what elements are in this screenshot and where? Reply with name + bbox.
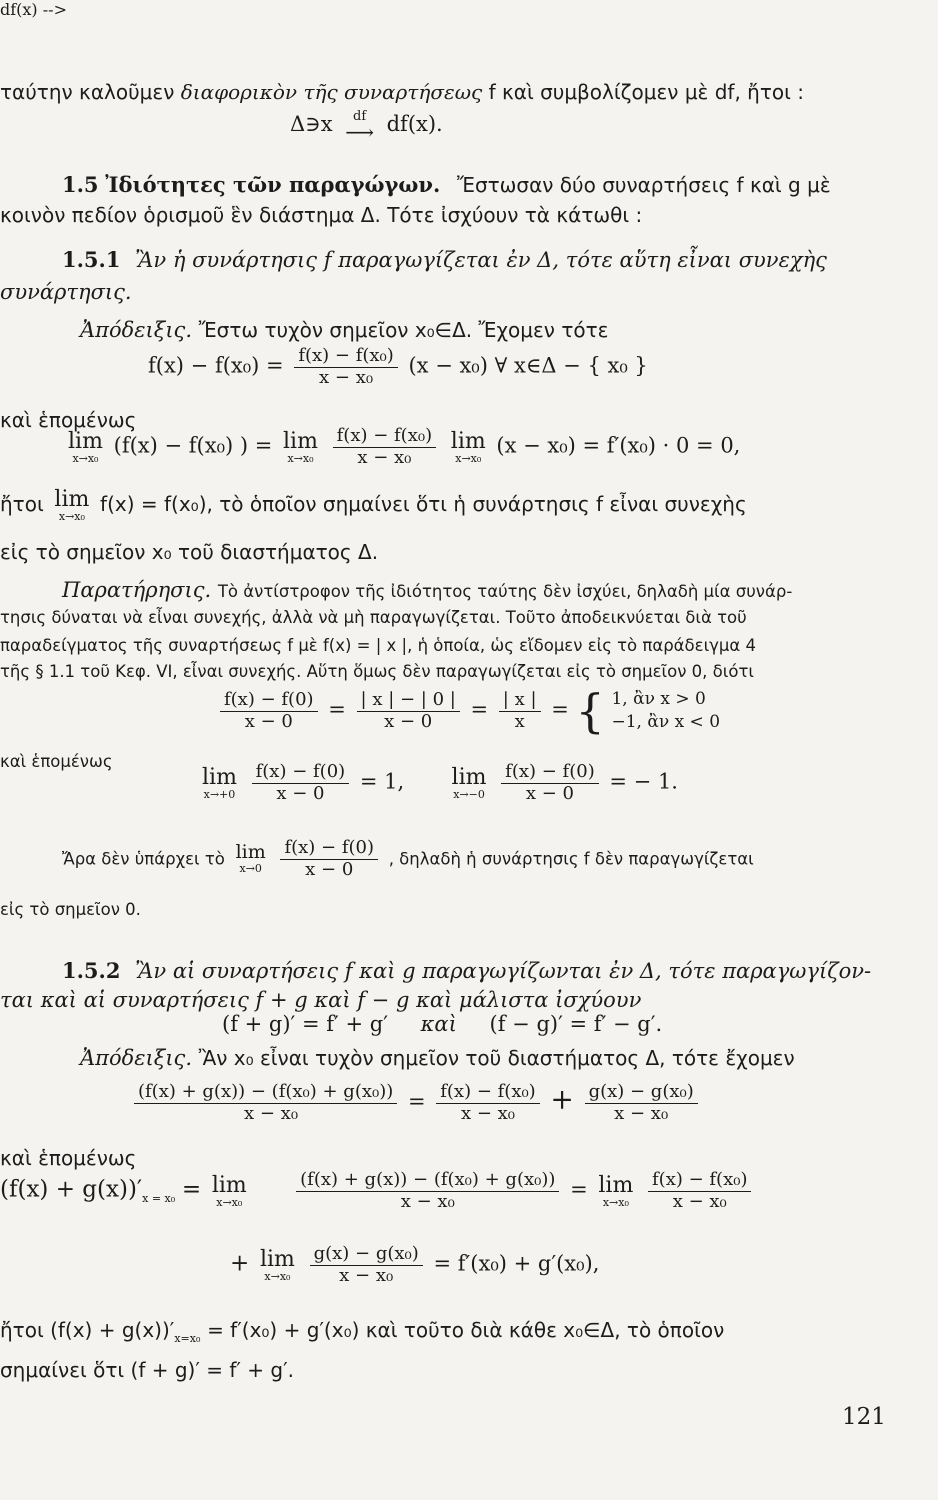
fraction: [499, 690, 541, 732]
text-line: καὶ ἑπομένως: [0, 752, 113, 771]
equation-7: [230, 1244, 599, 1286]
arrow-icon: ⟶: [345, 120, 374, 144]
text-line: καὶ ἑπομένως: [0, 1146, 137, 1170]
denominator: x − x₀: [460, 1102, 515, 1124]
denominator: x − x₀: [672, 1190, 727, 1212]
text: Ἂν x₀ εἶναι τυχὸν σημεῖον τοῦ διαστήματος Δ, τότε ἔχομεν: [198, 1046, 795, 1070]
denominator: x − 0: [305, 858, 354, 880]
denominator: x − 0: [276, 782, 325, 804]
fraction: [585, 1082, 698, 1124]
lim-word: lim: [68, 428, 103, 454]
case-negative: −1, ἂν x < 0: [611, 712, 721, 732]
fraction: [436, 1082, 539, 1124]
text-line: [0, 1318, 724, 1345]
proposition-number: 1.5.2: [62, 958, 121, 983]
lim-word: lim: [450, 428, 486, 454]
text: f καὶ συμβολίζομεν μὲ df, ἤτοι :: [488, 80, 804, 104]
denominator: x − x₀: [244, 1102, 299, 1124]
text-line: εἰς τὸ σημεῖον x₀ τοῦ διαστήματος Δ.: [0, 540, 379, 564]
limit: [54, 488, 89, 523]
equation-5: $\frac{\text{(f(x) + g(x)) − (f(x₀) + g(x₀))}}{\text{x − x₀}}$ = $\frac{\text{f(x) − f(x₀)}}{\text{x − x₀}}$ + $\frac{\text{g(x) − g(x₀)}}{\text{x − x₀}}$: [130, 1082, 702, 1124]
section-number: 1.5: [62, 172, 99, 197]
equation-2: [64, 426, 740, 468]
denominator: x − x₀: [357, 446, 412, 468]
limit: [283, 430, 318, 465]
text-line: εἰς τὸ σημεῖον 0.: [0, 900, 141, 919]
fraction: [280, 838, 378, 880]
section-heading-1-5: [62, 172, 831, 198]
proposition-number: 1.5.1: [62, 247, 121, 272]
fraction: [134, 1082, 397, 1124]
text: Τὸ ἀντίστροφον τῆς ἰδιότητος ταύτης δὲν ἰσχύει, δηλαδὴ μία συνάρ-: [217, 582, 793, 601]
subscript: x = x₀: [142, 1191, 176, 1205]
text: ταύτην καλοῦμεν: [0, 80, 175, 104]
limit-subscript: x→x₀: [264, 1269, 291, 1283]
limit: [202, 766, 237, 801]
proof-line: [80, 1046, 795, 1071]
numerator: f(x) − f(x₀): [333, 426, 436, 448]
text-line: κοινὸν πεδίον ὁρισμοῦ ἓν διάστημα Δ. Τότε ἰσχύουν τὰ κάτωθι :: [0, 203, 643, 227]
formula-text: = 1,: [359, 769, 405, 794]
formula-text: f(x) − f(x₀) =: [148, 353, 284, 378]
numerator: f(x) − f(x₀): [294, 346, 397, 368]
limit: [212, 1174, 247, 1209]
equation-6: $(f(x) + g(x))'_{x = x_0}$ = lim x→x₀ $\frac{\text{(f(x) + g(x)) − (f(x₀) + g(x₀))}}{\text{x − x₀}}$ = lim x→x₀ $\frac{\text{f(x) − f(x₀)}}{\text{x − x₀}}$: [0, 1170, 755, 1212]
text-line: τῆς § 1.1 τοῦ Κεφ. VI, εἶναι συνεχής. Αὕτη ὅμως δὲν παραγωγίζεται εἰς τὸ σημεῖον 0, διότι: [0, 662, 754, 681]
proof-label: Ἀπόδειξις.: [80, 318, 192, 342]
fraction: [648, 1170, 751, 1212]
numerator: f(x) − f(0): [220, 690, 318, 712]
proof-label: Ἀπόδειξις.: [80, 1046, 192, 1070]
limit-subscript: x→0: [239, 862, 262, 876]
text-line: συνάρτησις.: [0, 280, 132, 304]
text-line: [62, 838, 754, 880]
lim-word: lim: [54, 487, 90, 512]
denominator: x − x₀: [400, 1190, 455, 1212]
formula-text: df(x).: [386, 112, 443, 136]
limit: [451, 430, 486, 465]
denominator: x − 0: [384, 710, 433, 732]
limit-subscript: x→x₀: [216, 1195, 243, 1209]
formula-text: = − 1.: [609, 769, 678, 794]
equation-1: [148, 346, 648, 388]
limit-subscript: x→x₀: [455, 451, 482, 465]
remark-label: Παρατήρησις.: [62, 578, 212, 602]
text: ἤτοι (f(x) + g(x))′: [0, 1318, 175, 1342]
left-brace: {: [575, 684, 605, 738]
mapping-arrow: [345, 109, 374, 144]
limit: [598, 1174, 633, 1209]
formula-text: (f(x) − f(x₀) ) =: [113, 433, 273, 458]
formula-text: (f − g)′ = f′ − g′.: [489, 1012, 663, 1036]
equation-3: $\frac{f(x) - f(0)}{x - 0}$ = $\frac{| x | - | 0 |}{x - 0}$ = $\frac{| x |}{x}$ = { 1, ἂν x > 0 −1, ἂν x < 0: [216, 688, 720, 734]
lim-word: lim: [202, 764, 237, 790]
text: , δηλαδὴ ἡ συνάρτησις f δὲν παραγωγίζεται: [388, 849, 754, 869]
fraction: [220, 690, 318, 732]
limit-subscript: x→x₀: [602, 1195, 629, 1209]
lim-word: lim: [451, 764, 487, 790]
lim-word: lim: [235, 841, 266, 864]
page-number: 121: [842, 1404, 886, 1430]
proof-line: [80, 318, 608, 343]
text-line: τησις δύναται νὰ εἶναι συνεχής, ἀλλὰ νὰ μὴ παραγωγίζεται. Τοῦτο ἀποδεικνύεται διὰ τοῦ: [0, 608, 747, 627]
formula-text: (x − x₀) ∀ x∈Δ − { x₀ }: [408, 353, 648, 378]
lim-word: lim: [598, 1172, 634, 1198]
numerator: g(x) − g(x₀): [310, 1244, 423, 1266]
italic-text: καὶ: [420, 1012, 457, 1036]
limit-subscript: x→+0: [203, 787, 236, 801]
numerator: | x |: [499, 690, 541, 712]
lim-word: lim: [259, 1246, 295, 1272]
lim-word: lim: [211, 1172, 247, 1198]
limit: [68, 430, 103, 465]
fraction: [333, 426, 436, 468]
proposition-1-5-2: [62, 958, 871, 984]
numerator: (f(x) + g(x)) − (f(x₀) + g(x₀)): [134, 1082, 397, 1104]
limit-subscript: x→x₀: [287, 451, 314, 465]
text-line: σημαίνει ὅτι (f + g)′ = f′ + g′.: [0, 1358, 295, 1382]
text-line: [0, 80, 804, 104]
remark-line: [62, 578, 792, 603]
numerator: g(x) − g(x₀): [585, 1082, 698, 1104]
text: f(x) = f(x₀), τὸ ὁποῖον σημαίνει ὅτι ἡ συνάρτησις f εἶναι συνεχὴς: [100, 492, 747, 517]
text: Ἔστω τυχὸν σημεῖον x₀∈Δ. Ἔχομεν τότε: [198, 318, 609, 342]
formula-text: (x − x₀) = f′(x₀) · 0 = 0,: [496, 433, 741, 458]
text: = f′(x₀) + g′(x₀) καὶ τοῦτο διὰ κάθε x₀∈Δ, τὸ ὁποῖον: [207, 1318, 725, 1342]
limit-subscript: x→x₀: [58, 510, 85, 524]
text-line: ται καὶ αἱ συναρτήσεις f + g καὶ f − g καὶ μάλιστα ἰσχύουν: [0, 988, 642, 1012]
fraction: [357, 690, 460, 732]
proposition-text: Ἂν αἱ συναρτήσεις f καὶ g παραγωγίζωνται ἐν Δ, τότε παραγωγίζον-: [135, 959, 872, 983]
display-formula: [290, 109, 443, 144]
italic-text: διαφορικὸν τῆς συναρτήσεως: [180, 80, 483, 104]
fraction: [252, 762, 350, 804]
text-line: καὶ ἑπομένως: [0, 408, 137, 432]
section-title: Ἰδιότητες τῶν παραγώγων.: [105, 172, 441, 197]
subscript: x=x₀: [174, 1332, 201, 1346]
denominator: x − x₀: [319, 366, 374, 388]
case-positive: 1, ἂν x > 0: [611, 689, 706, 710]
text-line: παραδείγματος τῆς συναρτήσεως f μὲ f(x) = | x |, ἡ ὁποία, ὡς εἴδομεν εἰς τὸ παράδειγμα 4: [0, 636, 757, 655]
numerator: f(x) − f(0): [252, 762, 350, 784]
numerator: f(x) − f(x₀): [648, 1170, 751, 1192]
proposition-1-5-1: [62, 247, 827, 273]
denominator: x − 0: [244, 710, 293, 732]
text: ἤτοι: [0, 492, 44, 517]
denominator: x: [514, 710, 525, 732]
denominator: x − x₀: [614, 1102, 669, 1124]
numerator: f(x) − f(0): [280, 838, 378, 860]
arrow-label: df: [353, 109, 367, 124]
fraction: [294, 346, 397, 388]
lim-word: lim: [283, 428, 318, 454]
formula-text: (f(x) + g(x))′: [0, 1176, 143, 1203]
text-line: [0, 488, 747, 523]
limit-subscript: x→x₀: [72, 451, 99, 465]
piecewise-cases: [611, 688, 720, 734]
formula-text: (f + g)′ = f′ + g′: [222, 1012, 388, 1036]
equation-4: [198, 762, 678, 804]
limit: [260, 1248, 295, 1283]
text: Ἄρα δὲν ὑπάρχει τὸ: [62, 849, 225, 869]
numerator: f(x) − f(x₀): [436, 1082, 539, 1104]
fraction: [310, 1244, 423, 1286]
formula-text: Δ∋x: [290, 112, 333, 136]
limit: [452, 766, 487, 801]
display-formula: [222, 1012, 662, 1037]
limit-subscript: x→−0: [453, 787, 485, 801]
proposition-text: Ἂν ἡ συνάρτησις f παραγωγίζεται ἐν Δ, τότε αὕτη εἶναι συνεχὴς: [135, 248, 827, 272]
formula-text: = f′(x₀) + g′(x₀),: [433, 1251, 600, 1276]
fraction: [296, 1170, 559, 1212]
denominator: x − 0: [525, 782, 575, 804]
formula-text: +: [230, 1250, 250, 1277]
limit: [236, 843, 266, 875]
numerator: (f(x) + g(x)) − (f(x₀) + g(x₀)): [296, 1170, 559, 1192]
numerator: f(x) − f(0): [501, 762, 599, 784]
denominator: x − x₀: [339, 1264, 394, 1286]
fraction: [501, 762, 599, 804]
text: Ἔστωσαν δύο συναρτήσεις f καὶ g μὲ: [456, 173, 831, 197]
numerator: | x | − | 0 |: [357, 690, 460, 712]
